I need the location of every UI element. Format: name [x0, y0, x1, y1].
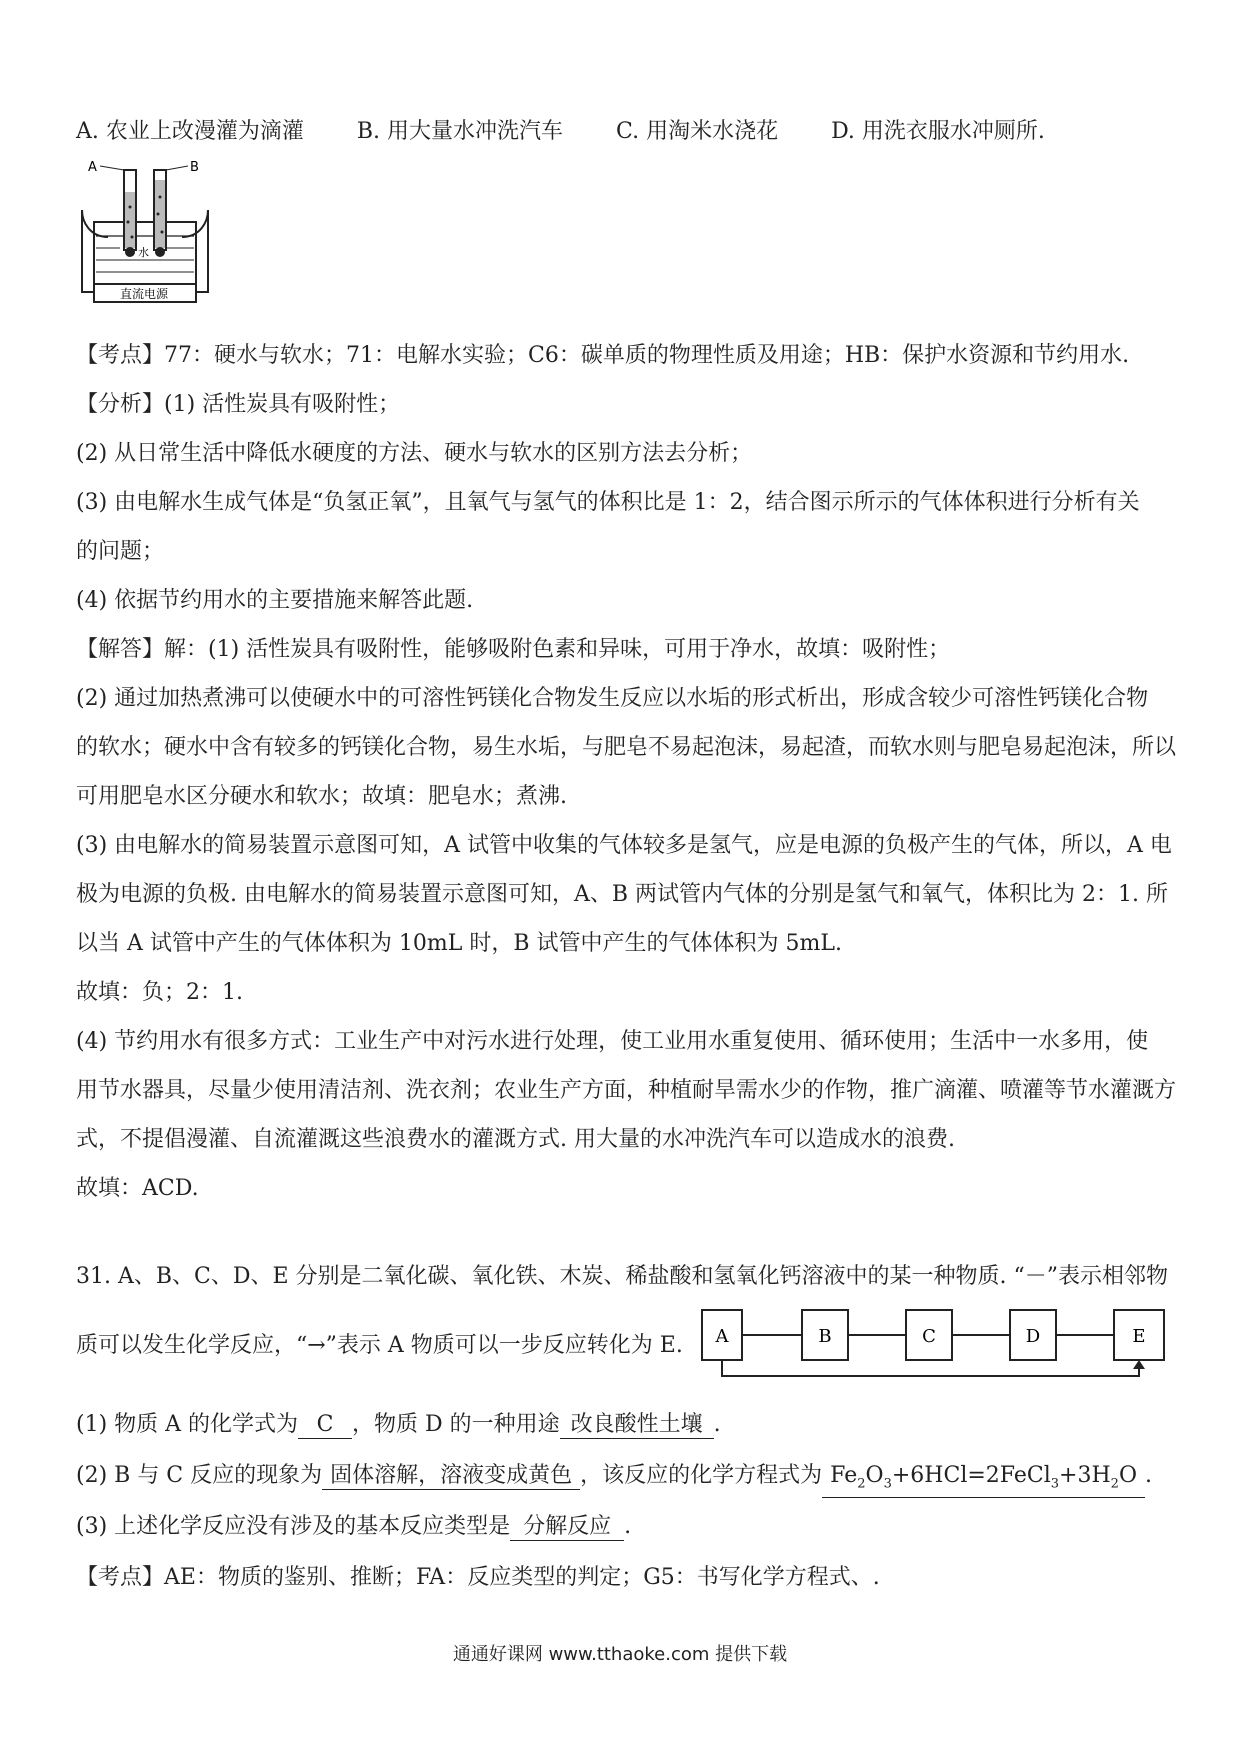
electrolysis-apparatus-figure	[80, 152, 210, 304]
fenxi-3a: (3) 由电解水生成气体是“负氢正氧”，且氧气与氢气的体积比是 1：2，结合图示所示的气体体积进行分析有关	[76, 490, 1140, 515]
q31-kaodian: 【考点】AE：物质的鉴别、推断；FA：反应类型的判定；G5：书写化学方程式、.	[76, 1565, 880, 1590]
jieda-3a: (3) 由电解水的简易装置示意图可知，A 试管中收集的气体较多是氢气，应是电源的负极产生的气体，所以，A 电	[76, 833, 1172, 858]
kaodian-line: 【考点】77：硬水与软水；71：电解水实验；C6：碳单质的物理性质及用途；HB：保护水资源和节约用水.	[76, 343, 1130, 368]
chain-box-c	[906, 1310, 952, 1360]
fenxi-1: 【分析】(1) 活性炭具有吸附性；	[76, 392, 401, 417]
chain-label-a: A	[715, 1326, 729, 1347]
label-a: A	[88, 160, 97, 175]
q31-part-1: (1) 物质 A 的化学式为 C ，物质 D 的一种用途 改良酸性土壤 .	[76, 1412, 721, 1437]
q31-stem-1: 31. A、B、C、D、E 分别是二氧化碳、氧化铁、木炭、稀盐酸和氢氧化钙溶液中的某一种物质. “－”表示相邻物	[76, 1264, 1169, 1289]
jieda-4d: 故填：ACD.	[76, 1176, 199, 1201]
answer-a-formula: C	[298, 1412, 352, 1439]
option-a: A. 农业上改漫灌为滴灌	[76, 119, 304, 144]
jieda-4a: (4) 节约用水有很多方式：工业生产中对污水进行处理，使工业用水重复使用、循环使用；生活中一水多用，使	[76, 1029, 1149, 1054]
chain-box-d	[1010, 1310, 1056, 1360]
chain-box-a	[702, 1310, 742, 1360]
jieda-4c: 式，不提倡漫灌、自流灌溉这些浪费水的灌溉方式. 用大量的水冲洗汽车可以造成水的浪费.	[76, 1127, 955, 1152]
chain-label-e: E	[1132, 1326, 1146, 1347]
jieda-2b: 的软水；硬水中含有较多的钙镁化合物，易生水垢，与肥皂不易起泡沫，易起渣，而软水则与肥皂易起泡沫，所以	[76, 735, 1177, 760]
chain-label-d: D	[1025, 1326, 1041, 1347]
jieda-2a: (2) 通过加热煮沸可以使硬水中的可溶性钙镁化合物发生反应以水垢的形式析出，形成含较少可溶性钙镁化合物	[76, 686, 1149, 711]
answer-reaction-type: 分解反应	[510, 1514, 624, 1541]
reaction-chain-figure	[700, 1306, 1170, 1386]
jieda-1: 【解答】解：(1) 活性炭具有吸附性，能够吸附色素和异味，可用于净水，故填：吸附性；	[76, 637, 951, 662]
jieda-2c: 可用肥皂水区分硬水和软水；故填：肥皂水；煮沸.	[76, 784, 567, 809]
option-d: D. 用洗衣服水冲厕所.	[831, 119, 1045, 144]
answer-equation: $Fe_2O_3+6HCl=2FeCl_3+3H_2O$	[822, 1463, 1145, 1498]
page-footer: 通通好课网 www.tthaoke.com 提供下载	[452, 1644, 788, 1665]
q31-stem-2: 质可以发生化学反应，“→”表示 A 物质可以一步反应转化为 E.	[76, 1333, 683, 1358]
label-b: B	[190, 160, 199, 175]
q31-part-2: (2) B 与 C 反应的现象为 固体溶解，溶液变成黄色 ，该反应的化学方程式为 $Fe_2O_3+6HCl=2FeCl_3+3H_2O$ .	[76, 1461, 1152, 1498]
jieda-3b: 极为电源的负极. 由电解水的简易装置示意图可知，A、B 两试管内气体的分别是氢气和氧气，体积比为 2：1. 所	[76, 882, 1169, 907]
chain-box-b	[802, 1310, 848, 1360]
power-label: 直流电源	[120, 287, 169, 301]
answer-bc-phenomenon: 固体溶解，溶液变成黄色	[322, 1463, 580, 1490]
fenxi-2: (2) 从日常生活中降低水硬度的方法、硬水与软水的区别方法去分析；	[76, 441, 753, 466]
water-label: 水	[138, 246, 149, 259]
question-options	[76, 117, 1045, 147]
conversion-arrow	[722, 1360, 1139, 1376]
option-b: B. 用大量水冲洗汽车	[356, 119, 564, 144]
chain-label-b: B	[818, 1326, 832, 1347]
jieda-3c: 以当 A 试管中产生的气体体积为 10mL 时，B 试管中产生的气体体积为 5mL.	[76, 931, 842, 956]
chain-label-c: C	[922, 1326, 936, 1347]
fenxi-4: (4) 依据节约用水的主要措施来解答此题.	[76, 588, 474, 613]
answer-d-use: 改良酸性土壤	[560, 1412, 714, 1439]
fenxi-3b: 的问题；	[76, 539, 165, 564]
jieda-3d: 故填：负；2：1.	[76, 980, 243, 1005]
chain-box-e	[1114, 1310, 1164, 1360]
jieda-4b: 用节水器具，尽量少使用清洁剂、洗衣剂；农业生产方面，种植耐旱需水少的作物，推广滴灌、喷灌等节水灌溉方	[76, 1078, 1177, 1103]
option-c: C. 用淘米水浇花	[616, 119, 779, 144]
q31-part-3: (3) 上述化学反应没有涉及的基本反应类型是 分解反应 .	[76, 1514, 632, 1539]
